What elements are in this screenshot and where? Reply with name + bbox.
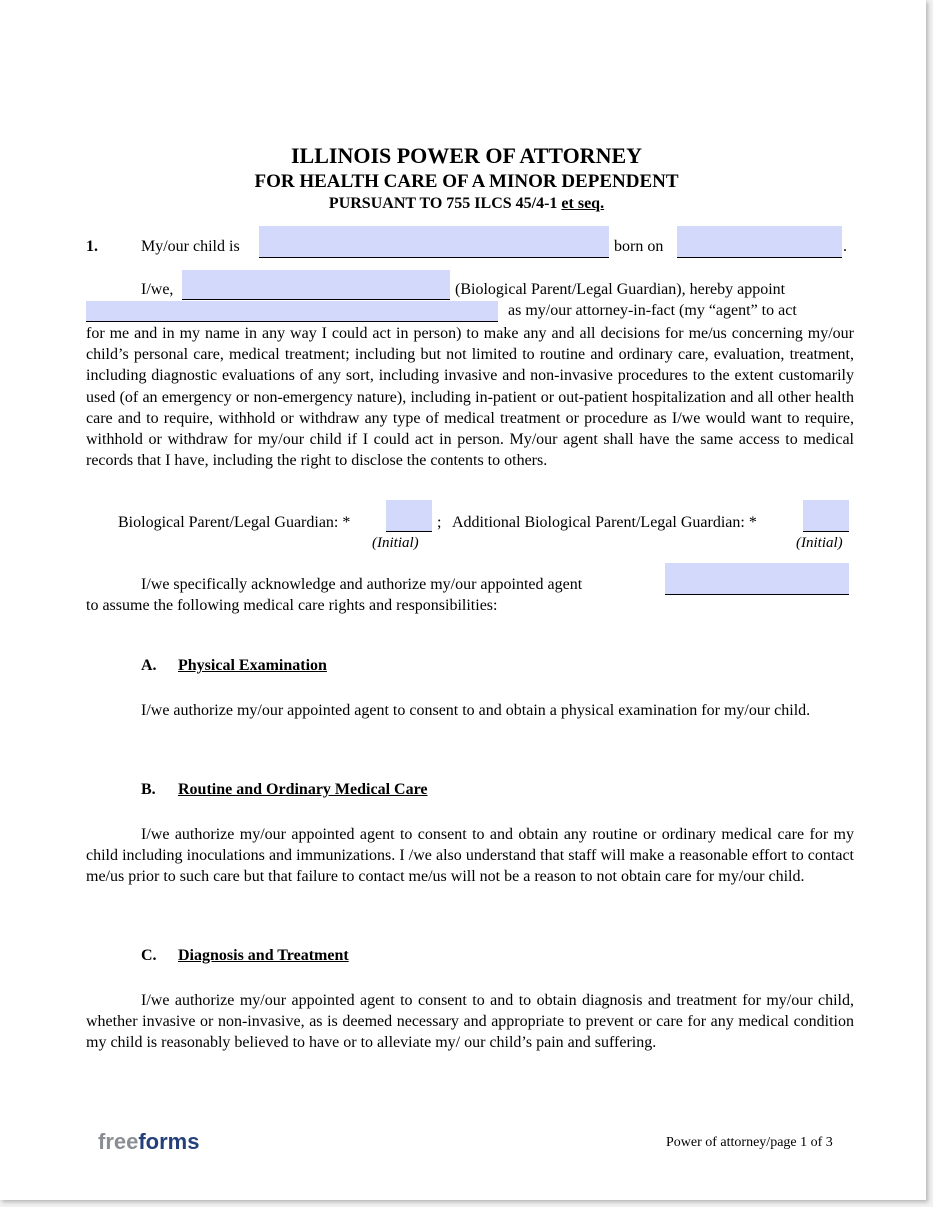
section-b-text: I/we authorize my/our appointed agent to consent to and obtain any routine or ordinary medical care for my child including inoculations and immunizations. I /we also understand that staff will make a reasonable effort to contact me/us prior to such care but that failure to contact me/us will not be a reason to not obtain care for my/our child.	[86, 826, 854, 886]
birth-date-field[interactable]	[677, 226, 842, 258]
parent-appoint-label: (Biological Parent/Legal Guardian), hereby appoint	[455, 281, 786, 298]
section-a-text: I/we authorize my/our appointed agent to consent to and obtain a physical examination for my/our child.	[141, 702, 811, 719]
section-b-title: Routine and Ordinary Medical Care	[178, 781, 428, 798]
freeforms-logo	[98, 1129, 199, 1155]
authority-paragraph: for me and in my name in any way I could act in person) to make any and all decisions for me/us concerning my/our child’s personal care, medical treatment; including but not limited to routine and ordinary care, evaluation, treatment, including diagnostic evaluations of any sort, including invasive and non-invasive procedures to the extent customarily used (of an emergency or non-emergency nature), including in-patient or out-patient hospitalization and all other health care and to require, withhold or withdraw any type of medical treatment or procedure as I/we would want to require, withhold or withdraw for my/our child if I could act in person. My/our agent shall have the same access to medical records that I have, including the right to disclose the contents to others.	[86, 325, 854, 470]
statute-reference	[0, 195, 933, 213]
initial-caption-additional: (Initial)	[796, 535, 843, 551]
section-a-letter: A.	[141, 657, 157, 674]
initial-separator: ;	[437, 514, 442, 531]
section-a-title: Physical Examination	[178, 657, 327, 674]
initial-parent-field[interactable]	[386, 500, 432, 532]
statute-prefix: PURSUANT TO 755 ILCS 45/4-1	[328, 195, 562, 212]
sentence-period: .	[843, 238, 847, 255]
child-name-field[interactable]	[259, 226, 609, 258]
section-c-title: Diagnosis and Treatment	[178, 947, 349, 964]
section-c-text: I/we authorize my/our appointed agent to consent to and to obtain diagnosis and treatment for my/our child, whether invasive or non-invasive, as is deemed necessary and appropriate to prevent or care for any medical condition my child is reasonably believed to have or to alleviate my/ our child’s pain and suffering.	[86, 992, 854, 1052]
agent-label: as my/our attorney-in-fact (my “agent” to act	[508, 302, 797, 319]
initial-additional-field[interactable]	[803, 500, 849, 532]
acknowledged-agent-field[interactable]	[665, 563, 849, 595]
iwe-label: I/we,	[141, 281, 174, 298]
initial-additional-label: Additional Biological Parent/Legal Guardian: *	[452, 514, 757, 531]
initial-caption-parent: (Initial)	[372, 535, 419, 551]
statute-suffix: et seq.	[561, 195, 605, 212]
logo-free: free	[98, 1129, 139, 1154]
section-b-letter: B.	[141, 781, 156, 798]
acknowledge-label: I/we specifically acknowledge and authorize my/our appointed agent	[141, 576, 583, 593]
initial-parent-label: Biological Parent/Legal Guardian: *	[118, 514, 351, 531]
parent-name-field[interactable]	[182, 270, 450, 300]
document-subtitle: FOR HEALTH CARE OF A MINOR DEPENDENT	[254, 171, 679, 192]
page-number-label: Power of attorney/page 1 of 3	[666, 1135, 833, 1150]
agent-name-field[interactable]	[86, 301, 498, 322]
logo-forms: forms	[138, 1129, 200, 1154]
section-c-letter: C.	[141, 947, 157, 964]
acknowledge-continue: to assume the following medical care rights and responsibilities:	[86, 597, 498, 614]
born-on-label: born on	[614, 238, 664, 255]
section-number: 1.	[86, 238, 98, 255]
child-label: My/our child is	[141, 238, 240, 255]
document-title: ILLINOIS POWER OF ATTORNEY	[290, 143, 643, 168]
